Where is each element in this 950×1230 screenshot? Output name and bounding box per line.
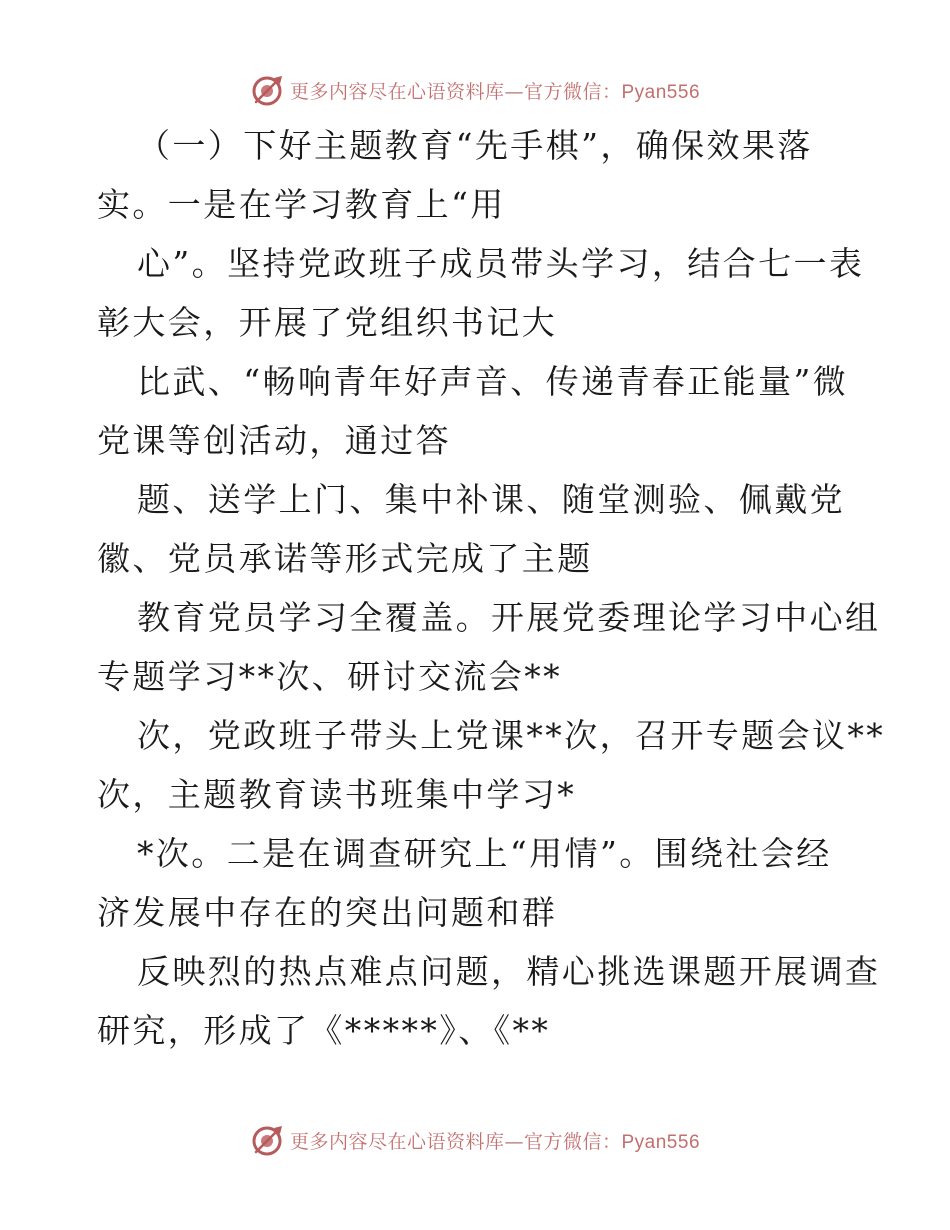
text-line: 题、送学上门、集中补课、随堂测验、佩戴党 xyxy=(137,480,845,519)
watermark-text xyxy=(290,1127,700,1154)
footer-watermark xyxy=(0,1120,950,1160)
watermark-account: Pyan556 xyxy=(621,1131,701,1153)
watermark-suffix: 官方微信： xyxy=(523,80,622,103)
text-line: 济发展中存在的突出问题和群 xyxy=(97,893,558,932)
quill-badge-icon xyxy=(250,1122,286,1158)
text-line: 专题学习**次、研讨交流会** xyxy=(97,657,562,696)
text-line: 反映烈的热点难点问题，精心挑选课题开展调查 xyxy=(137,952,881,991)
text-line: 彰大会，开展了党组织书记大 xyxy=(97,303,558,342)
text-line: 党课等创活动，通过答 xyxy=(97,421,451,460)
text-line: 实。一是在学习教育上“用 xyxy=(97,185,506,224)
watermark-separator: — xyxy=(504,80,524,103)
text-line: 研究，形成了《*****》、《** xyxy=(97,1011,551,1050)
text-line: 次，主题教育读书班集中学习* xyxy=(97,775,577,814)
watermark-account: Pyan556 xyxy=(621,81,701,103)
text-line: 心”。坚持党政班子成员带头学习，结合七一表 xyxy=(137,244,865,283)
text-line: 比武、“畅响青年好声音、传递青春正能量”微 xyxy=(137,362,849,401)
text-line: *次。二是在调查研究上“用情”。围绕社会经 xyxy=(137,834,832,873)
watermark-suffix: 官方微信： xyxy=(523,1130,622,1153)
text-line: （一）下好主题教育“先手棋”，确保效果落 xyxy=(137,126,813,165)
watermark-separator: — xyxy=(504,1130,524,1153)
watermark-main: 更多内容尽在心语资料库 xyxy=(289,80,505,103)
text-line: 教育党员学习全覆盖。开展党委理论学习中心组 xyxy=(137,598,881,637)
text-line: 次，党政班子带头上党课**次，召开专题会议** xyxy=(137,716,886,755)
watermark-main: 更多内容尽在心语资料库 xyxy=(289,1130,505,1153)
text-line: 徽、党员承诺等形式完成了主题 xyxy=(97,539,593,578)
